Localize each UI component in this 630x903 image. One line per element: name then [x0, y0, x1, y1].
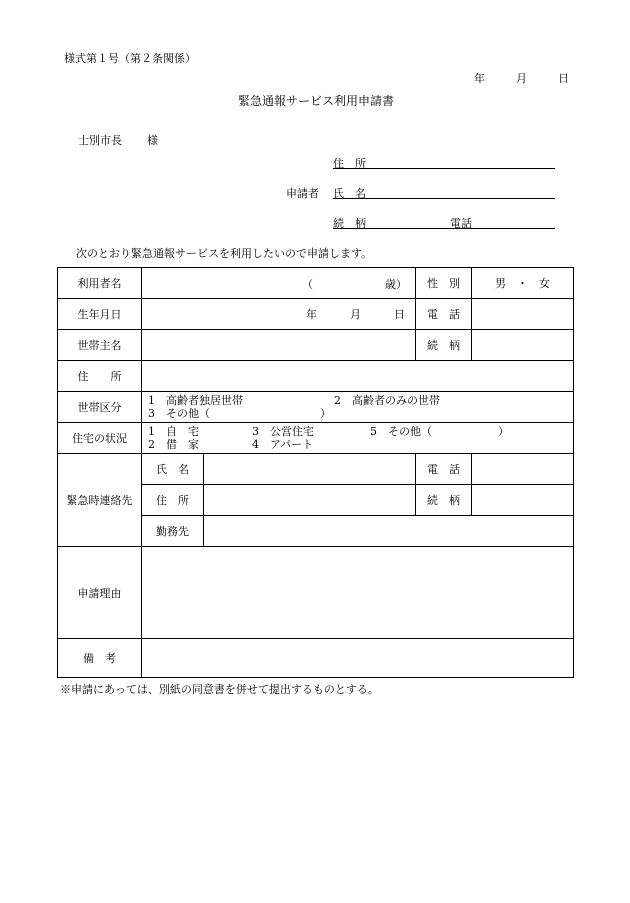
emergency-contact-label: 緊急時連絡先 [58, 454, 142, 547]
user-name-field[interactable] [142, 268, 416, 299]
phone-field[interactable] [472, 299, 574, 330]
applicant-name-line[interactable] [333, 198, 555, 199]
row-housing [58, 423, 574, 454]
relation-label: 続 柄 [416, 330, 472, 361]
address-label: 住 所 [58, 361, 142, 392]
housing-option-5[interactable]: 5 その他（ ） [370, 425, 509, 438]
addressee-name: 士別市長 [78, 134, 122, 147]
housing-option-1[interactable]: 1 自 宅 [148, 425, 199, 438]
ec-workplace-label: 勤務先 [142, 516, 204, 547]
addressee-honorific: 様 [147, 134, 158, 147]
household-type-options[interactable] [142, 392, 574, 423]
household-type-label: 世帯区分 [58, 392, 142, 423]
household-option-3[interactable]: 3 その他（ ） [148, 407, 331, 420]
row-household-type [58, 392, 574, 423]
applicant-phone-label: 電話 [450, 217, 472, 230]
housing-options[interactable] [142, 423, 574, 454]
ec-address-field[interactable] [204, 485, 416, 516]
phone-label: 電 話 [416, 299, 472, 330]
ec-phone-field[interactable] [472, 454, 574, 485]
applicant-name-label: 氏 名 [333, 187, 366, 200]
date-year: 年 [474, 72, 485, 85]
intro-text: 次のとおり緊急通報サービスを利用したいので申請します。 [76, 247, 373, 260]
reason-field[interactable] [142, 547, 574, 639]
row-remarks [58, 639, 574, 678]
housing-option-4[interactable]: 4 アパート [252, 438, 314, 451]
address-field[interactable] [142, 361, 574, 392]
row-emergency-name [58, 454, 574, 485]
ec-workplace-field[interactable] [204, 516, 574, 547]
birth-date-field[interactable]: 年 月 日 [142, 299, 416, 330]
age-open: （ [302, 278, 313, 291]
remarks-label: 備 考 [58, 639, 142, 678]
gender-value[interactable]: 男 ・ 女 [472, 268, 574, 299]
housing-label: 住宅の状況 [58, 423, 142, 454]
row-reason [58, 547, 574, 639]
applicant-address-line[interactable] [333, 168, 555, 169]
form-title: 緊急通報サービス利用申請書 [238, 94, 395, 108]
form-number: 様式第１号（第２条関係） [64, 52, 196, 65]
head-of-household-label: 世帯主名 [58, 330, 142, 361]
date-month: 月 [516, 72, 527, 85]
birth-date-label: 生年月日 [58, 299, 142, 330]
user-name-label: 利用者名 [58, 268, 142, 299]
applicant-label: 申請者 [286, 187, 319, 200]
age-close: 歳） [385, 278, 407, 291]
ec-phone-label: 電 話 [416, 454, 472, 485]
applicant-relation-label: 続 柄 [333, 217, 366, 230]
ec-name-label: 氏 名 [142, 454, 204, 485]
remarks-field[interactable] [142, 639, 574, 678]
row-birth-date [58, 299, 574, 330]
row-address [58, 361, 574, 392]
household-option-1[interactable]: 1 高齢者独居世帯 [148, 394, 243, 407]
ec-relation-field[interactable] [472, 485, 574, 516]
row-head-of-household [58, 330, 574, 361]
application-table [57, 267, 574, 678]
gender-label: 性 別 [416, 268, 472, 299]
ec-name-field[interactable] [204, 454, 416, 485]
housing-option-3[interactable]: 3 公営住宅 [252, 425, 314, 438]
row-user-name [58, 268, 574, 299]
head-of-household-field[interactable] [142, 330, 416, 361]
ec-relation-label: 続 柄 [416, 485, 472, 516]
relation-field[interactable] [472, 330, 574, 361]
housing-option-2[interactable]: 2 借 家 [148, 438, 199, 451]
footnote: ※申請にあっては、別紙の同意書を併せて提出するものとする。 [60, 683, 379, 696]
reason-label: 申請理由 [58, 547, 142, 639]
household-option-2[interactable]: 2 高齢者のみの世帯 [334, 394, 440, 407]
applicant-relation-phone-line[interactable] [333, 228, 555, 229]
date-day: 日 [558, 72, 569, 85]
ec-address-label: 住 所 [142, 485, 204, 516]
applicant-address-label: 住 所 [333, 157, 366, 170]
